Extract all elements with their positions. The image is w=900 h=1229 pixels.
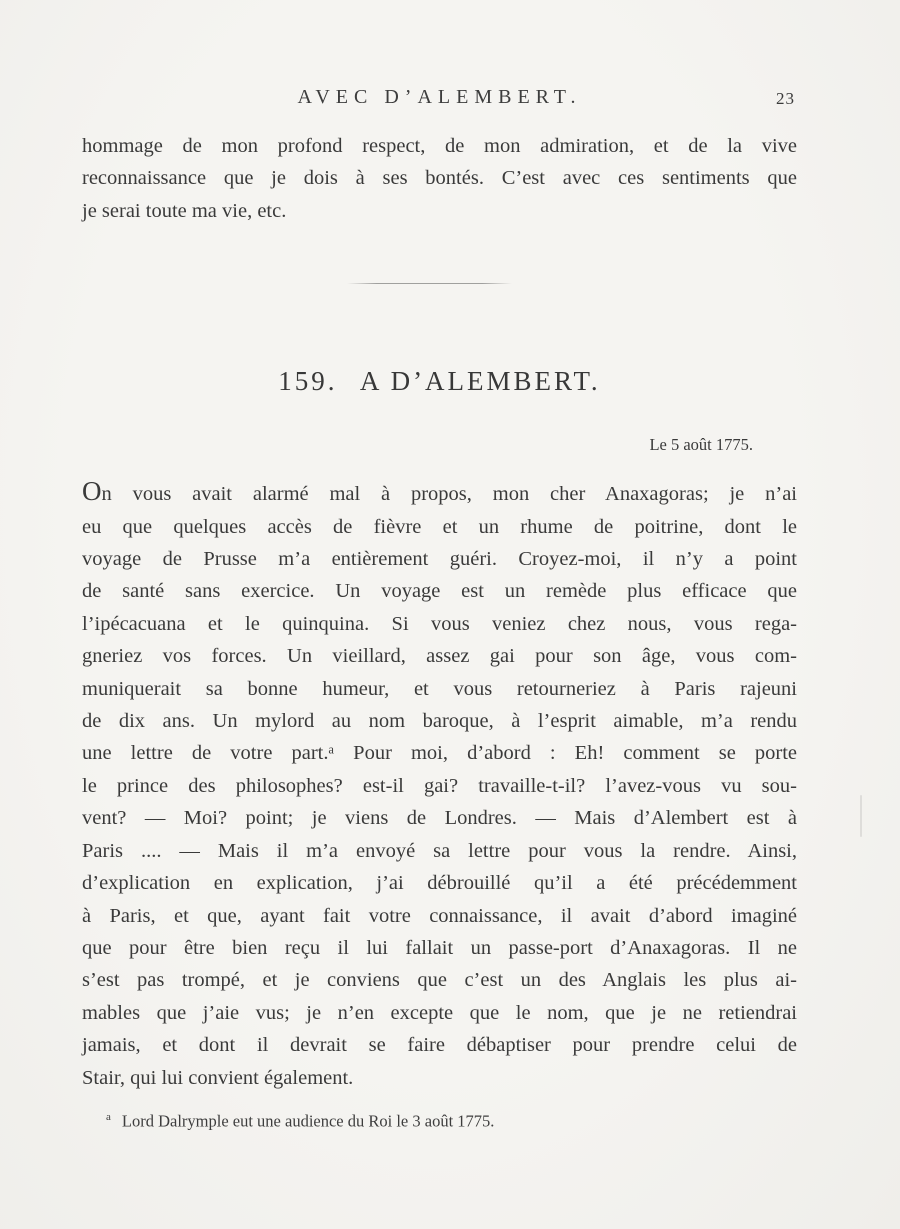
page-number: 23 — [776, 89, 795, 108]
text-line: jamais, et dont il devrait se faire débaptiser pour prendre celui de — [82, 1034, 797, 1057]
text-line: voyage de Prusse m’a entièrement guéri. Croyez-moi, il n’y a point — [82, 548, 797, 571]
text-line: vent? — Moi? point; je viens de Londres. — Mais d’Alembert est à — [82, 807, 797, 830]
footnote — [82, 1106, 797, 1133]
text-line: que pour être bien reçu il lui fallait un passe-port d’Anaxagoras. Il ne — [82, 936, 797, 959]
text-line: d’explication en explication, j’ai débrouillé qu’il a été précédemment — [82, 872, 797, 895]
text-line: s’est pas trompé, et je conviens que c’est un des Anglais les plus ai- — [82, 969, 797, 992]
letter-heading — [82, 364, 797, 398]
text-line: le prince des philosophes? est-il gai? travaille-t-il? l’avez-vous vu sou- — [82, 774, 797, 797]
text-line: mables que j’aie vus; je n’en excepte que le nom, que je ne retiendrai — [82, 1001, 797, 1024]
text-line: hommage de mon profond respect, de mon admiration, et de la vive — [82, 135, 797, 157]
letter-date: Le 5 août 1775. — [649, 435, 753, 455]
text-line: eu que quelques accès de fièvre et un rhume de poitrine, dont le — [82, 515, 797, 538]
footnote-marker: a — [106, 1110, 111, 1123]
text-line: l’ipécacuana et le quinquina. Si vous veniez chez nous, vous rega- — [82, 612, 797, 635]
text-line: je serai toute ma vie, etc. — [82, 199, 287, 222]
text-line: On vous avait alarmé mal à propos, mon cher Anaxagoras; je n’ai — [82, 476, 797, 507]
text-line: une lettre de votre part.ᵃ Pour moi, d’abord : Eh! comment se porte — [82, 742, 797, 765]
text-line: muniquerait sa bonne humeur, et vous retourneriez à Paris rajeuni — [82, 677, 797, 700]
running-head — [82, 86, 797, 112]
letter-body — [82, 478, 797, 1094]
text-line: gneriez vos forces. Un vieillard, assez gai pour son âge, vous com- — [82, 645, 797, 668]
intro-paragraph — [82, 130, 797, 227]
text-line: de santé sans exercice. Un voyage est un remède plus efficace que — [82, 580, 797, 603]
text-line: de dix ans. Un mylord au nom baroque, à l’esprit aimable, m’a rendu — [82, 710, 797, 733]
letter-number: 159. — [278, 366, 338, 397]
section-divider — [347, 283, 512, 284]
text-line: reconnaissance que je dois à ses bontés. C’est avec ces sentiments que — [82, 167, 797, 190]
footnote-text: Lord Dalrymple eut une audience du Roi le 3 août 1775. — [121, 1111, 495, 1131]
text-line: à Paris, et que, ayant fait votre connaissance, il avait d’abord imaginé — [82, 904, 797, 927]
text-line: Stair, qui lui convient également. — [82, 1066, 354, 1089]
running-title: AVEC D’ALEMBERT. — [297, 86, 582, 108]
letter-title: A D’ALEMBERT. — [359, 366, 601, 397]
text-line: Paris .... — Mais il m’a envoyé sa lettre pour vous la rendre. Ainsi, — [82, 839, 797, 862]
